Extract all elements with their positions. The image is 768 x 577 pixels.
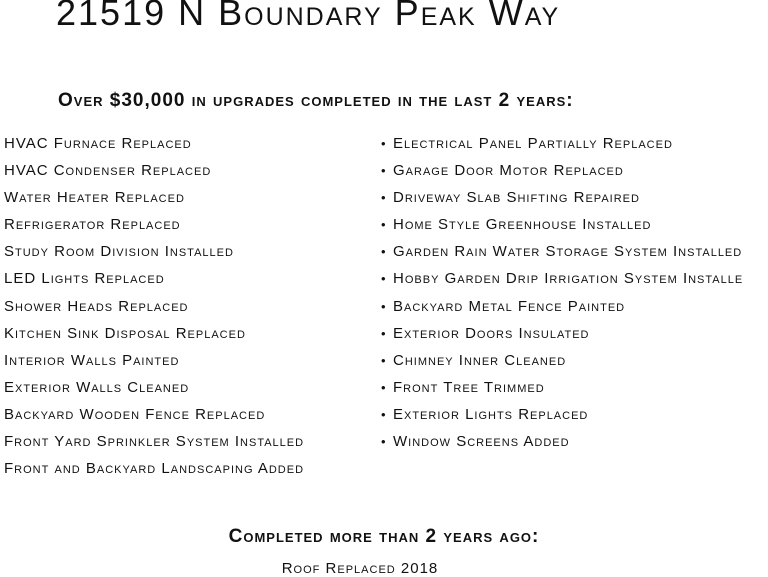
list-item [4,297,374,324]
list-item [4,242,374,269]
upgrade-item-label: Window Screens Added [393,433,570,451]
list-item [4,215,374,242]
page-title: 21519 N Boundary Peak Way [56,0,561,33]
upgrade-item-label: Electrical Panel Partially Replaced [393,135,673,152]
bullet-icon: • [381,217,387,233]
bullet-icon: • [381,325,387,341]
list-item [381,432,768,459]
list-item [381,188,768,215]
bullet-icon: • [381,136,387,151]
list-item [4,459,374,486]
list-item [381,351,768,378]
upgrade-item-label: Backyard Wooden Fence Replaced [4,405,266,423]
list-item [381,269,768,296]
list-item [381,324,768,351]
upgrade-item-label: Exterior Walls Cleaned [4,378,190,396]
list-item [381,378,768,405]
bullet-icon: • [381,352,387,368]
upgrade-item-label: Study Room Division Installed [4,243,234,261]
bullet-icon: • [381,406,387,422]
older-upgrades-heading: Completed more than 2 years ago: [228,526,540,547]
list-item [4,269,374,296]
list-item [4,432,374,459]
upgrade-item-label: Backyard Metal Fence Painted [393,297,626,315]
bullet-icon: • [381,271,387,287]
upgrade-item-label: Water Heater Replaced [4,189,185,207]
list-item [381,405,768,432]
upgrade-item-label: Exterior Doors Insulated [393,324,590,342]
bullet-icon: • [381,244,387,260]
list-item [4,134,374,161]
upgrade-item-label: Front Tree Trimmed [393,378,545,396]
upgrade-item-label: Refrigerator Replaced [4,216,181,234]
list-item [381,161,768,188]
bullet-icon: • [381,190,387,206]
upgrade-item-label: Shower Heads Replaced [4,297,189,315]
older-upgrade-item: Roof Replaced 2018 [281,560,439,577]
bullet-icon: • [381,298,387,314]
list-item [4,324,374,351]
upgrade-item-label: Home Style Greenhouse Installed [393,216,652,234]
upgrade-item-label: HVAC Furnace Replaced [4,135,192,152]
list-item [381,134,768,161]
right-upgrade-list [381,134,768,459]
list-item [4,351,374,378]
upgrade-item-label: Kitchen Sink Disposal Replaced [4,324,246,342]
upgrade-item-label: Garden Rain Water Storage System Installed [393,243,743,261]
upgrade-item-label: Interior Walls Painted [4,351,180,369]
upgrade-item-label: Driveway Slab Shifting Repaired [393,189,640,207]
upgrade-item-label: Hobby Garden Drip Irrigation System Installe [393,270,744,288]
list-item [381,242,768,269]
upgrade-item-label: HVAC Condenser Replaced [4,162,212,180]
upgrade-item-label: Exterior Lights Replaced [393,405,589,423]
list-item [4,188,374,215]
upgrade-item-label: Front and Backyard Landscaping Added [4,460,305,478]
list-item [4,378,374,405]
left-upgrade-list [4,134,374,486]
bullet-icon: • [381,434,387,450]
bullet-icon: • [381,379,387,395]
list-item [4,161,374,188]
bullet-icon: • [381,163,387,179]
list-item [381,215,768,242]
list-item [381,297,768,324]
upgrade-item-label: Garage Door Motor Replaced [393,162,624,180]
upgrade-item-label: LED Lights Replaced [4,270,165,288]
upgrade-item-label: Front Yard Sprinkler System Installed [4,433,305,451]
list-item [4,405,374,432]
recent-upgrades-heading: Over $30,000 in upgrades completed in the last 2 years: [58,90,574,111]
upgrade-item-label: Chimney Inner Cleaned [393,351,567,369]
